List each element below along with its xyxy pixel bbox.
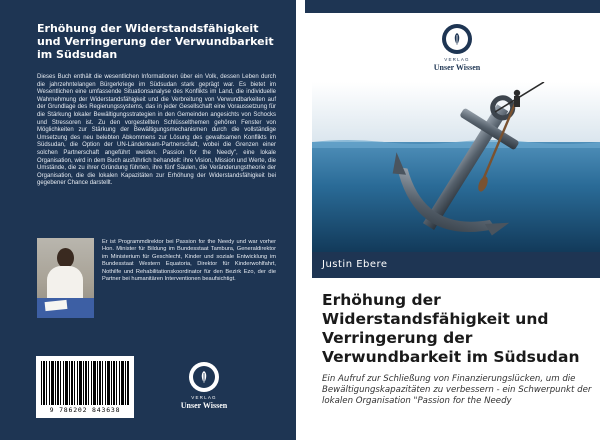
front-cover — [305, 0, 600, 440]
barcode-bars — [41, 361, 129, 405]
front-publisher-verlag: VERLAG — [444, 57, 470, 62]
front-publisher-badge — [428, 24, 486, 72]
barcode — [36, 356, 134, 418]
author-band — [312, 252, 600, 278]
back-publisher-verlag: VERLAG — [191, 395, 217, 400]
front-cover-subtitle: Ein Aufruf zur Schließung von Finanzierungslücken, um die Bewältigungskapazitäten zu verbessern - ein Schwerpunkt der lokalen Organisation "Passion for the Needy — [322, 374, 592, 406]
anchor-illustration-icon — [312, 82, 600, 252]
author-bio: Er ist Programmdirektor bei Passion for the Needy und war vorher Hon. Minister für Bildung im Bundesstaat Tambura, Generaldirektor im Ministerium für Geschlecht, Kinder und soziale Entwicklung im Bundesstaat Western Equatoria, Direktor für Kinderwohlfahrt, Nothilfe und Rehabilitationskoordinator für den Bezirk Ezo, der die Partner bei humanitären Interventionen beaufsichtigt. — [102, 239, 276, 283]
back-cover-description: Dieses Buch enthält die wesentlichen Informationen über ein Volk, dessen Leben durch die jahrzehntelangen Bürgerkriege im Südsudan stark geprägt war. Es bietet im Wesentlichen eine umfassende Situationsanalyse des Konflikts im Land, die individuelle Wahrnehmung der Widerstandsfähigkeit und die Verbreitung von Verwundbarkeiten auf der Grundlage des Regierungssystems, das in jeder Gesellschaft eine Voraussetzung für die Stärkung lokaler Bewältigungsstrategien in den Gemeinden angesichts von Schocks und Stressoren ist. Zu den vorgestellten Schlüsselthemen gehören Fenster von Möglichkeiten zur Stärkung der Bewältigungsmechanismen durch die vollständige Umsetzung des neu belebten Abkommens zur Lösung des gewaltsamen Konflikts im Südsudan, die Option der UN-Länderteam-Partnerschaft, wobei die Grenzen einer solchen Partnerschaft angeführt werden. Passion for the Needy", eine lokale Organisation, wird in dem Buch ausführlich behandelt: ihre Vision, Mission und Werte, die Umstände, die zu ihrer Gründung führten, ihre fünf Säulen, die Veränderungstheorie der Organisation, die die lokalen Kapazitäten zur Erhöhung der Widerstandsfähigkeit bei gegebener Chance darstellt. — [37, 74, 276, 187]
back-publisher-name: Unser Wissen — [180, 401, 228, 410]
quill-pen-icon — [442, 24, 472, 54]
front-top-bar — [305, 0, 600, 13]
front-author-name: Justin Ebere — [322, 259, 388, 270]
barcode-number: 9 786202 843638 — [49, 406, 121, 414]
author-photo-body — [47, 266, 83, 302]
back-cover — [0, 0, 296, 440]
author-photo — [37, 238, 94, 318]
author-photo-head — [57, 248, 74, 268]
back-cover-title: Erhöhung der Widerstandsfähigkeit und Verringerung der Verwundbarkeit im Südsudan — [37, 22, 274, 61]
back-publisher-badge — [174, 362, 234, 410]
front-cover-title: Erhöhung der Widerstandsfähigkeit und Verringerung der Verwundbarkeit im Südsudan — [322, 291, 580, 366]
quill-pen-icon — [189, 362, 219, 392]
front-publisher-name: Unser Wissen — [433, 63, 481, 72]
book-spine — [296, 0, 305, 440]
